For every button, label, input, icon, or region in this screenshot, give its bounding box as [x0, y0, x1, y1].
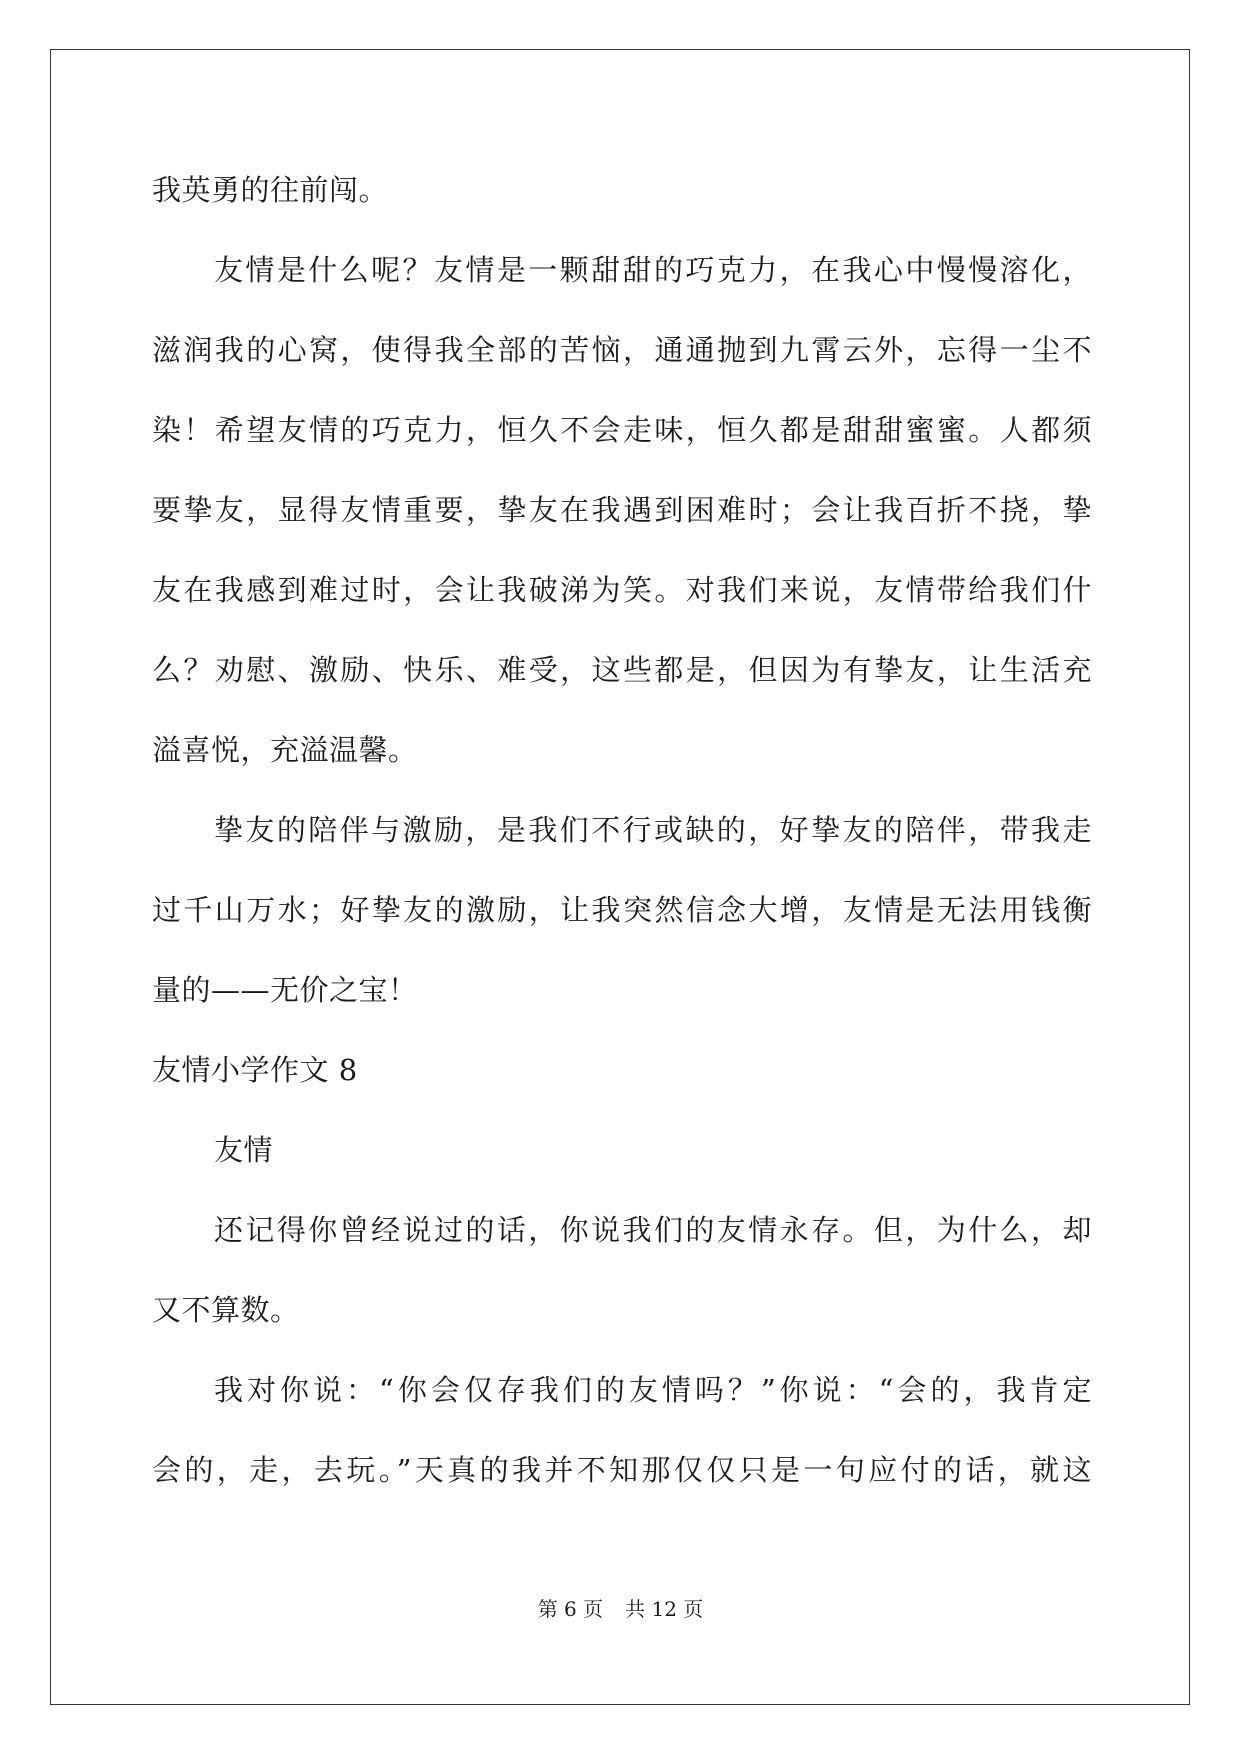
text-line: 还记得你曾经说过的话，你说我们的友情永存。但，为什么，却 [214, 1213, 1092, 1247]
text-line: 我英勇的往前闯。 [152, 173, 389, 207]
text-line: 溢喜悦，充溢温馨。 [152, 733, 418, 767]
text-line: 染！希望友情的巧克力，恒久不会走味，恒久都是甜甜蜜蜜。人都须 [152, 413, 1092, 447]
text-line: 会的，走，去玩。”天真的我并不知那仅仅只是一句应付的话，就这 [152, 1453, 1092, 1487]
page-total: 共 12 页 [625, 1597, 704, 1621]
text-line: 过千山万水；好挚友的激励，让我突然信念大增，友情是无法用钱衡 [152, 893, 1092, 927]
section-heading: 友情小学作文 8 [152, 1053, 358, 1087]
text-line: 我对你说：“你会仅存我们的友情吗？”你说：“会的，我肯定 [214, 1373, 1092, 1407]
page-number: 第 6 页 [537, 1597, 604, 1621]
text-line: 友情是什么呢？友情是一颗甜甜的巧克力，在我心中慢慢溶化， [214, 253, 1092, 287]
text-line: 量的——无价之宝！ [152, 973, 418, 1007]
page-footer [0, 1596, 1241, 1622]
text-line: 又不算数。 [152, 1293, 300, 1327]
text-line: 滋润我的心窝，使得我全部的苦恼，通通抛到九霄云外，忘得一尘不 [152, 333, 1092, 367]
text-line: 挚友的陪伴与激励，是我们不行或缺的，好挚友的陪伴，带我走 [214, 813, 1092, 847]
text-line: 么？劝慰、激励、快乐、难受，这些都是，但因为有挚友，让生活充 [152, 653, 1092, 687]
text-line: 要挚友，显得友情重要，挚友在我遇到困难时；会让我百折不挠，挚 [152, 493, 1092, 527]
essay-title: 友情 [214, 1133, 274, 1167]
text-line: 友在我感到难过时，会让我破涕为笑。对我们来说，友情带给我们什 [152, 573, 1092, 607]
